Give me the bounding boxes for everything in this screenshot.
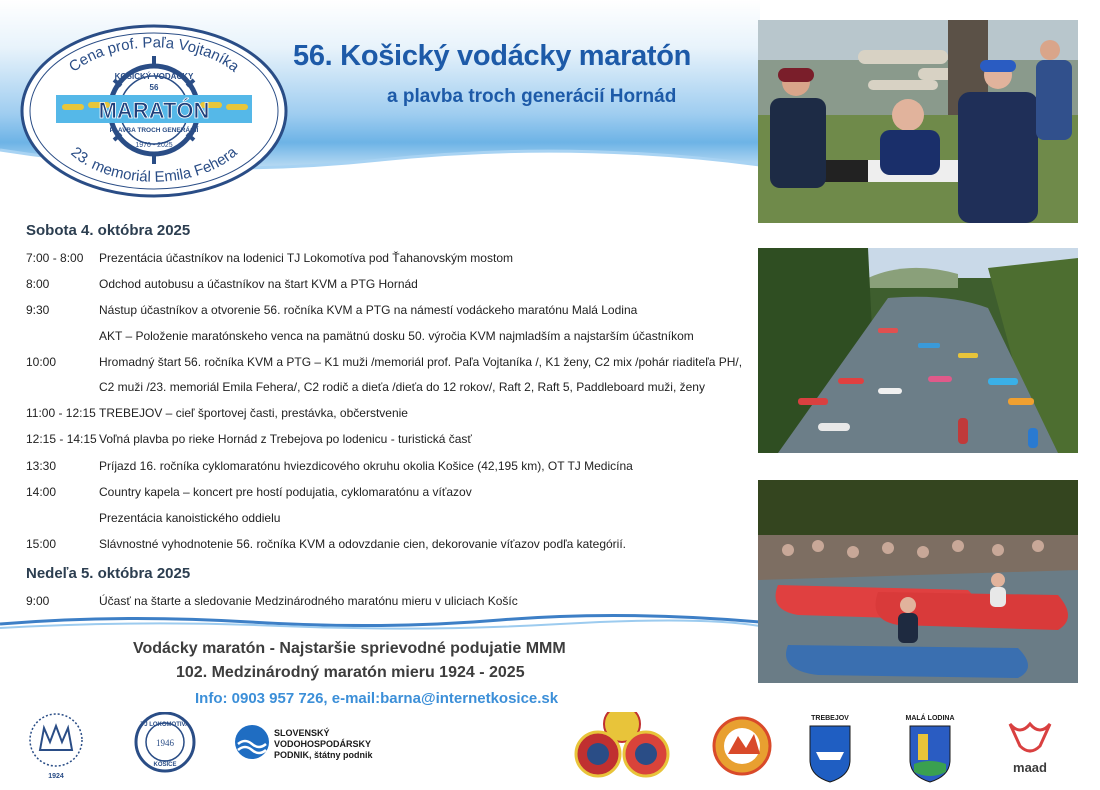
- svp-line1: SLOVENSKÝ: [274, 728, 330, 738]
- logo-years: 1970 - 2025: [135, 142, 173, 149]
- logo-bottom-arc-text: 23. memoriál Emila Fehera: [67, 143, 241, 186]
- schedule-time: 12:15 - 14:15: [26, 432, 97, 446]
- schedule-text: Hromadný štart 56. ročníka KVM a PTG – K1 muži /memoriál prof. Paľa Vojtaníka /, K1 ženy, C2 mix /pohár riaditeľa PH/,: [99, 355, 743, 369]
- mala-lodina-coat-of-arms: [906, 713, 955, 782]
- mmm-year: 1924: [48, 773, 64, 780]
- photo-river: [758, 248, 1078, 453]
- lokomotiva-city: KOŠICE: [153, 762, 177, 768]
- schedule-text: Príjazd 16. ročníka cyklomaratónu hviezdicového okruhu okolia Košice (42,195 km), OT TJ Medicína: [99, 459, 633, 473]
- mmm-logo: [30, 714, 82, 780]
- sponsor-logo-strip: [0, 712, 1100, 790]
- logo-ring-top: KOŠICKÝ VODÁCKY: [114, 72, 194, 81]
- logo-number: 56: [149, 83, 159, 92]
- mala-lodina-label: MALÁ LODINA: [905, 715, 955, 722]
- footer-tagline: Vodácky maratón - Najstaršie sprievodné podujatie MMM: [133, 640, 566, 657]
- schedule-time: 13:30: [26, 459, 57, 473]
- photo-registration: [758, 20, 1078, 223]
- event-subtitle: a plavba troch generácií Hornád: [387, 86, 677, 107]
- schedule-text: Prezentácia účastníkov na lodenici TJ Lokomotíva pod Ťahanovským mostom: [99, 251, 513, 265]
- logo-ring-sub: PLAVBA TROCH GENERÁCIÍ: [109, 127, 199, 134]
- schedule-text: AKT – Položenie maratónskeho venca na pamätnú dosku 50. výročia KVM najmladším a najstarším účastníkom: [99, 329, 694, 343]
- kst-logo: [714, 718, 770, 774]
- schedule-text: C2 muži /23. memoriál Emila Fehera/, C2 rodič a dieťa /dieťa do 12 rokov/, Raft 2, Raft 5, Paddleboard muži, ženy: [99, 380, 705, 394]
- trebejov-label: TREBEJOV: [811, 715, 849, 722]
- lokomotiva-logo: [136, 713, 194, 771]
- lokomotiva-kosice-logo: [576, 712, 668, 776]
- schedule-time: 14:00: [26, 485, 57, 499]
- schedule-text: Voľná plavba po rieke Hornád z Trebejova po lodenicu - turistická časť: [99, 432, 472, 446]
- schedule-text: Prezentácia kanoistického oddielu: [99, 511, 281, 525]
- schedule-time: 9:30: [26, 303, 50, 317]
- maad-logo: [1010, 724, 1050, 775]
- lokomotiva-year: 1946: [156, 738, 174, 748]
- svp-line2: VODOHOSPODÁRSKY: [274, 739, 372, 749]
- schedule-time: 10:00: [26, 355, 57, 369]
- footer-marathon-line: 102. Medzinárodný maratón mieru 1924 - 2025: [176, 664, 525, 681]
- schedule-text: TREBEJOV – cieľ športovej časti, prestávka, občerstvenie: [99, 406, 408, 420]
- svp-logo: [235, 725, 374, 760]
- schedule-text: Slávnostné vyhodnotenie 56. ročníka KVM a odovzdanie cien, dekorovanie víťazov podľa kategórií.: [99, 537, 626, 551]
- lokomotiva-name: TJ LOKOMOTIVA: [140, 722, 190, 728]
- divider-wave: [0, 612, 760, 632]
- trebejov-coat-of-arms: [810, 715, 850, 782]
- schedule-text: Country kapela – koncert pre hostí podujatia, cyklomaratónu a víťazov: [99, 485, 472, 499]
- saturday-heading: Sobota 4. októbra 2025: [26, 222, 191, 239]
- logo-main-word: MARATÓN: [98, 98, 210, 123]
- schedule-time: 15:00: [26, 537, 57, 551]
- schedule-text: Odchod autobusu a účastníkov na štart KVM a PTG Hornád: [99, 277, 418, 291]
- photo-crowd: [758, 480, 1078, 683]
- schedule-time: 8:00: [26, 277, 50, 291]
- svp-line3: PODNIK, štátny podnik: [274, 750, 373, 760]
- event-title: 56. Košický vodácky maratón: [293, 40, 692, 72]
- maad-text: maad: [1013, 760, 1047, 775]
- footer-contact: Info: 0903 957 726, e-mail:barna@internetkosice.sk: [195, 690, 559, 707]
- event-logo: [18, 22, 290, 200]
- schedule-time: 9:00: [26, 594, 50, 608]
- schedule-text: Účasť na štarte a sledovanie Medzinárodného maratónu mieru v uliciach Košíc: [99, 594, 518, 608]
- logo-top-arc-text: Cena prof. Paľa Vojtaníka: [65, 34, 243, 76]
- schedule-text: Nástup účastníkov a otvorenie 56. ročníka KVM a PTG na námestí vodáckeho maratónu Malá Lodina: [99, 303, 638, 317]
- schedule-time: 7:00 - 8:00: [26, 251, 84, 265]
- schedule-time: 11:00 - 12:15: [26, 406, 96, 420]
- sunday-heading: Nedeľa 5. októbra 2025: [26, 565, 191, 582]
